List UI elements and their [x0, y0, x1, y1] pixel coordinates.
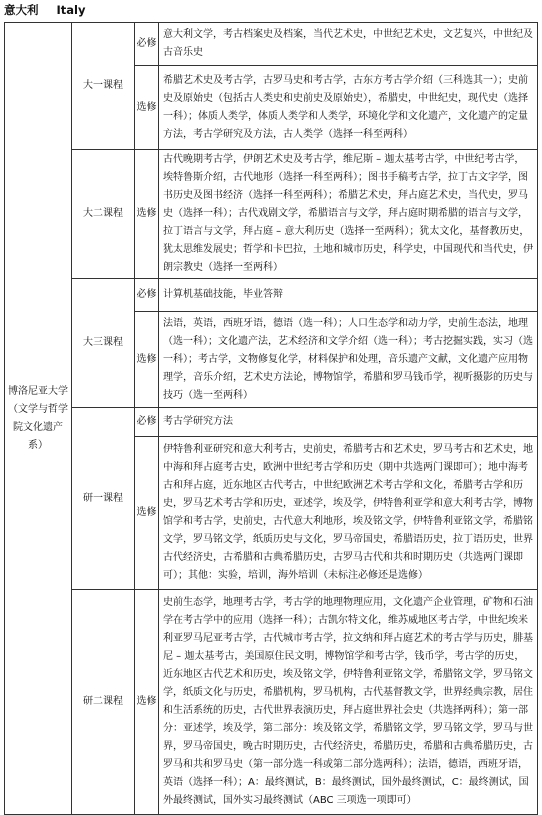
- elective-label: 选修: [135, 437, 159, 590]
- table-row: [5, 23, 538, 66]
- course-list: 希腊艺术史及考古学，古罗马史和考古学，古东方考古学介绍（三科选其一）；史前史及原始史（包括古人类史和史前史及原始史），希腊史，中世纪史，现代史（选择一科）；体质人类学，体质人类学和人类学，环境化学和文化遗产，文化遗产的定量方法，考古学研究及方法，古人类学（选择一科至两科）: [159, 66, 538, 150]
- year-label-m1: 研一课程: [72, 408, 135, 590]
- table-row: [5, 279, 538, 312]
- course-list: 意大利文学，考古档案史及档案，当代艺术史，中世纪艺术史，文艺复兴，中世纪及古音乐史: [159, 23, 538, 66]
- table-row: [5, 408, 538, 437]
- elective-label: 选修: [135, 150, 159, 279]
- year-label-y3: 大三课程: [72, 279, 135, 408]
- table-row: [5, 590, 538, 815]
- country-name-en: Italy: [56, 3, 86, 17]
- university-name: 博洛尼亚大学: [8, 385, 68, 397]
- year-label-m2: 研二课程: [72, 590, 135, 815]
- course-list: 伊特鲁利亚研究和意大利考古，史前史，希腊考古和艺术史，罗马考古和艺术史，地中海和拜占庭考古史，欧洲中世纪考古学和历史（期中共选两门课即可）；地中海考古和拜占庭，近东地区古代考古，中世纪欧洲艺术考古学和文化，希腊考古学和历史，罗马艺术考古学和历史，亚述学，埃及学，伊特鲁利亚学和意大利考古学，博物馆学和考古学，史前史，古代意大利地形，埃及铭文学，伊特鲁利亚铭文学，希腊铭文学，罗马铭文学，纸质历史与文化，罗马帝国史，希腊语历史，拉丁语历史，世界古代经济史，古希腊和古典希腊历史，古罗马古代和共和时期历史（共选两门课即可）；其他：实验，培训，海外培训（未标注必修还是选修）: [159, 437, 538, 590]
- country-name-cn: 意大利: [4, 3, 39, 17]
- curriculum-table: [4, 22, 538, 815]
- course-list: 考古学研究方法: [159, 408, 538, 437]
- elective-label: 选修: [135, 590, 159, 815]
- table-row: [5, 150, 538, 279]
- year-label-y2: 大二课程: [72, 150, 135, 279]
- course-list: 法语，英语，西班牙语，德语（选一科）；人口生态学和动力学，史前生态法，地理（选一科）；文化遗产法，艺术经济和文学介绍（选一科）；考古挖掘实践，实习（选一科）；考古学，文物修复化学，材料保护和处理，音乐遗产文献，文化遗产应用物理学，音乐介绍，艺术史方法论，博物馆学，希腊和罗马钱币学，视听摄影的历史与技巧（选一至两科）: [159, 312, 538, 408]
- course-list: 史前生态学，地理考古学，考古学的地理物理应用，文化遗产企业管理，矿物和石油学在考古学中的应用（选择一科）；古凯尔特文化，维苏威地区考古学，中世纪埃米利亚罗马尼亚考古学，古代城市考古学，拉文纳和拜占庭艺术的考古学与历史，腓基尼 – 迦太基考古，美国原住民文明，博物馆学和考古学，钱币学，考古学的历史，近东地区古代艺术和历史，埃及铭文学，伊特鲁利亚铭文学，希腊铭文学，罗马铭文学，纸质文化与历史，希腊机构，罗马机构，古代基督教文学，世界经典宗教，居住和生活系统的历史，古代世界表演历史，拜占庭世界社会史（共选择两科）；第一部分：亚述学，埃及学，第二部分：埃及铭文学，希腊铭文学，罗马铭文学，罗马与世界，罗马帝国史，晚古时期历史，古代经济史，希腊历史，希腊和古典希腊历史，古罗马和共和罗马史（第一部分选一科或第二部分选两科）；法语，德语，西班牙语，英语（选择一科）；A：最终测试，B：最终测试，国外最终测试，C：最终测试，国外最终测试，国外实习最终测试（ABC 三项选一项即可）: [159, 590, 538, 815]
- university-department: （文学与哲学院文化遗产系）: [8, 403, 68, 451]
- elective-label: 选修: [135, 312, 159, 408]
- elective-label: 选修: [135, 66, 159, 150]
- university-cell: [5, 23, 72, 815]
- required-label: 必修: [135, 23, 159, 66]
- year-label-y1: 大一课程: [72, 23, 135, 150]
- required-label: 必修: [135, 279, 159, 312]
- course-list: 古代晚期考古学，伊朗艺术史及考古学，维尼斯 – 迦太基考古学，中世纪考古学，埃特鲁斯介绍，古代地形（选择一科至两科）；图书手稿考古学，拉丁古文字学，图书历史及图书经济（选择一科至两科）；希腊艺术史，拜占庭艺术史，当代史，罗马史（选择一科）；古代戏剧文学，希腊语言与文学，拜占庭时期希腊的语言与文学，拉丁语言与文学，拜占庭 – 意大利历史（选择一至两科）；犹太文化，基督教历史，犹太思维发展史；哲学和卡巴拉，土地和城市历史，科学史，中国现代和当代史，伊朗宗教史（选择一至两科）: [159, 150, 538, 279]
- page-header: [4, 2, 100, 20]
- course-list: 计算机基础技能，毕业答辩: [159, 279, 538, 312]
- required-label: 必修: [135, 408, 159, 437]
